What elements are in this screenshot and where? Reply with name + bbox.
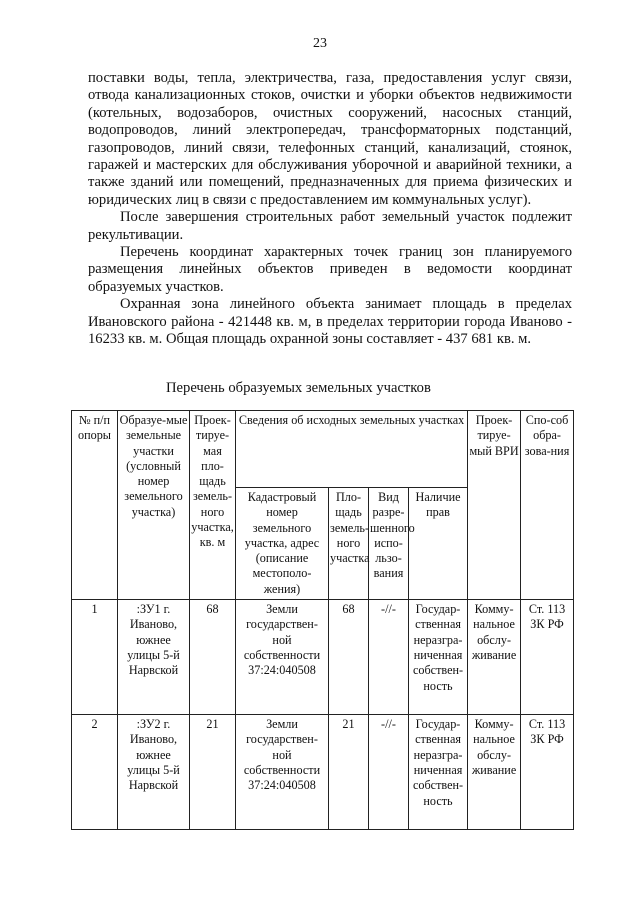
- header-source-group: Сведения об исходных земельных участках: [236, 411, 468, 488]
- cell-permitted-use: -//-: [369, 715, 409, 830]
- cell-plot: :ЗУ2 г. Иваново, южнее улицы 5-й Нарвской: [118, 715, 190, 830]
- page-number: 23: [313, 36, 327, 51]
- table-row: [72, 600, 574, 715]
- cell-cadastral: Земли государствен-ной собственности 37:24:040508: [236, 600, 329, 715]
- cell-method: Ст. 113 ЗК РФ: [521, 715, 574, 830]
- header-rights: Наличие прав: [409, 488, 468, 600]
- cell-rights: Государ-ственная неразгра-ниченная собствен-ность: [409, 600, 468, 715]
- table-title: Перечень образуемых земельных участков: [166, 380, 431, 396]
- plots-table: [71, 410, 574, 830]
- paragraph-utilities: поставки воды, тепла, электричества, газа, предоставления услуг связи, отвода канализационных стоков, очистки и уборки объектов недвижимости (котельных, водозаборов, очистных сооружений, насосных станций, водопроводов, линий электропередач, трансформаторных подстанций, газопроводов, линий связи, телефонных станций, канализаций, стоянок, гаражей и мастерских для обслуживания уборочной и аварийной техники, а также зданий или помещений, предназначенных для приема физических и юридических лиц в связи с предоставлением им коммунальных услуг).: [88, 70, 572, 208]
- cell-plot: :ЗУ1 г. Иваново, южнее улицы 5-й Нарвской: [118, 600, 190, 715]
- cell-area: 68: [190, 600, 236, 715]
- table-row: [72, 715, 574, 830]
- paragraph-coordinates: Перечень координат характерных точек границ зон планируемого размещения линейных объектов приведен в ведомости координат образуемых участков.: [88, 244, 572, 295]
- cell-cadastral: Земли государствен-ной собственности 37:24:040508: [236, 715, 329, 830]
- cell-rights: Государ-ственная неразгра-ниченная собствен-ность: [409, 715, 468, 830]
- header-plot: Образуе-мые земельные участки (условный номер земельного участка): [118, 411, 190, 600]
- body-text: [88, 70, 572, 349]
- header-source-area: Пло-щадь земель-ного участка: [329, 488, 369, 600]
- header-method: Спо-соб обра-зова-ния: [521, 411, 574, 600]
- cell-vri: Комму-нальное обслу-живание: [468, 600, 521, 715]
- cell-method: Ст. 113 ЗК РФ: [521, 600, 574, 715]
- header-vri: Проек-тируе-мый ВРИ: [468, 411, 521, 600]
- header-area: Проек-тируе-мая пло-щадь земель-ного участка, кв. м: [190, 411, 236, 600]
- cell-vri: Комму-нальное обслу-живание: [468, 715, 521, 830]
- cell-permitted-use: -//-: [369, 600, 409, 715]
- header-num: № п/п опоры: [72, 411, 118, 600]
- paragraph-recultivation: После завершения строительных работ земельный участок подлежит рекультивации.: [88, 209, 572, 243]
- cell-source-area: 21: [329, 715, 369, 830]
- cell-area: 21: [190, 715, 236, 830]
- header-cadastral: Кадастровый номер земельного участка, адрес (описание местополо-жения): [236, 488, 329, 600]
- cell-num: 1: [72, 600, 118, 715]
- table-header-row: [72, 411, 574, 488]
- cell-source-area: 68: [329, 600, 369, 715]
- header-permitted-use: Вид разре-шенного испо-льзо-вания: [369, 488, 409, 600]
- cell-num: 2: [72, 715, 118, 830]
- paragraph-protection-zone: Охранная зона линейного объекта занимает площадь в пределах Ивановского района - 421448 кв. м, в пределах территории города Иваново - 16233 кв. м. Общая площадь охранной зоны составляет - 437 681 кв. м.: [88, 296, 572, 348]
